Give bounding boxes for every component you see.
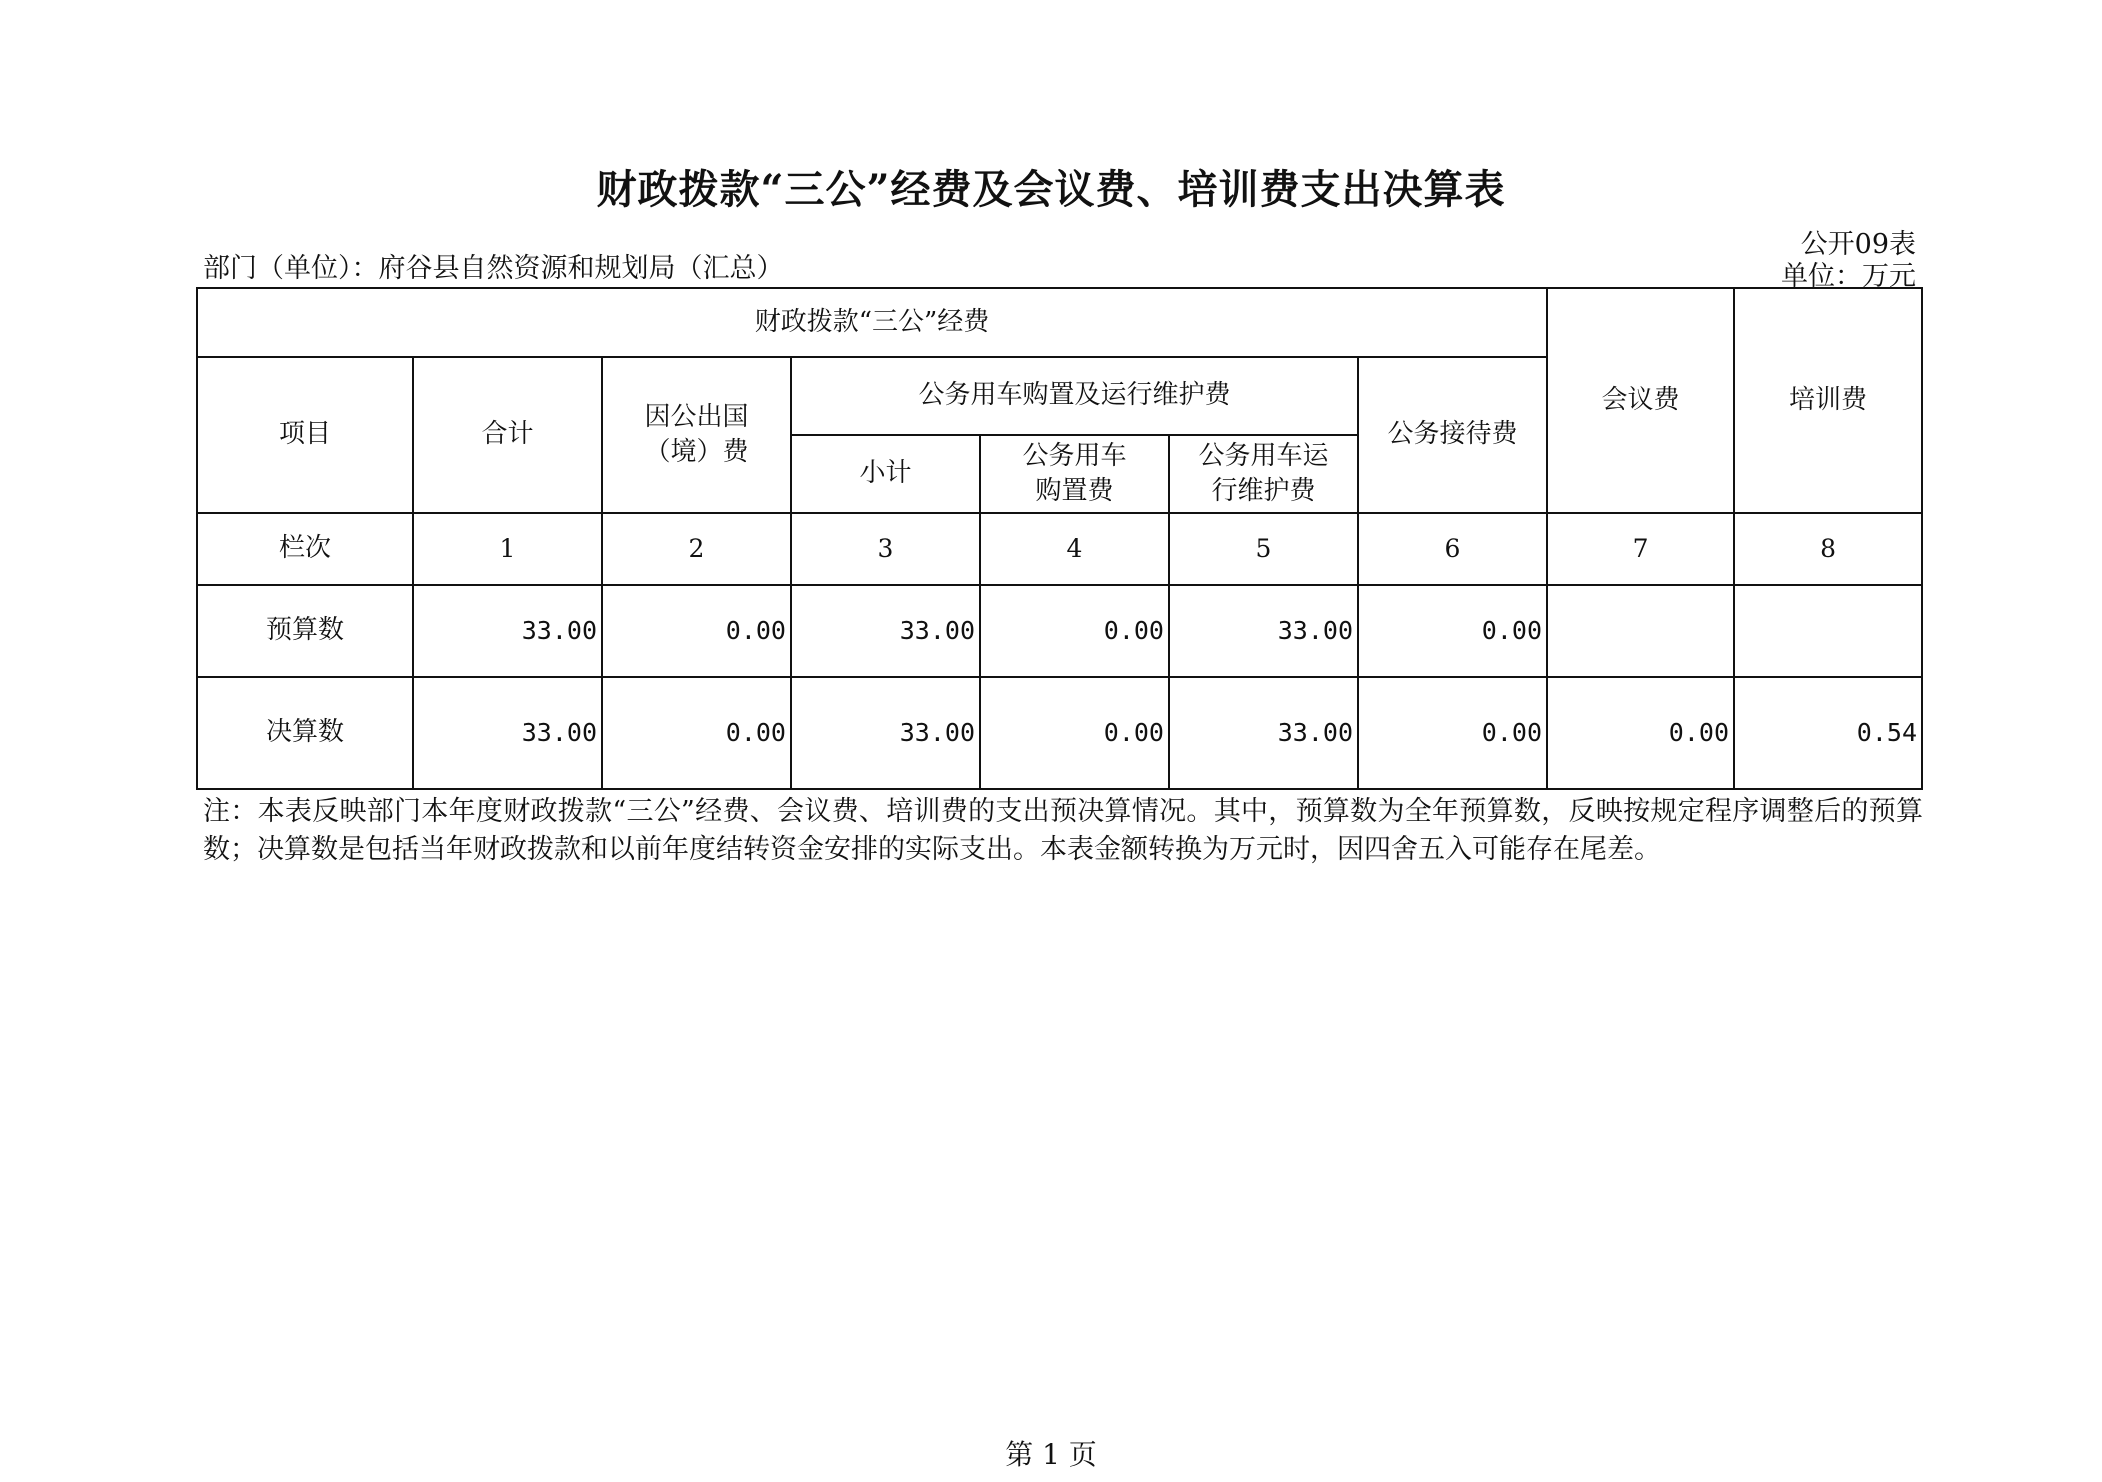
final-reception: 0.00 (1358, 677, 1547, 789)
form-number: 公开09表 (1800, 229, 1916, 260)
table-row-budget (197, 585, 1922, 677)
index-cell: 8 (1734, 513, 1922, 585)
budget-total: 33.00 (413, 585, 602, 677)
index-cell: 3 (791, 513, 980, 585)
row-label-budget: 预算数 (197, 585, 413, 677)
final-training: 0.54 (1734, 677, 1922, 789)
header-meeting: 会议费 (1547, 288, 1734, 513)
group-header-three-public: 财政拨款“三公”经费 (197, 288, 1547, 357)
budget-vehicle-purchase: 0.00 (980, 585, 1169, 677)
header-vehicle-subtotal: 小计 (791, 435, 980, 513)
header-abroad-label: 因公出国（境）费 (644, 401, 749, 467)
final-vehicle-purchase: 0.00 (980, 677, 1169, 789)
budget-reception: 0.00 (1358, 585, 1547, 677)
index-cell: 1 (413, 513, 602, 585)
header-vehicle-maintenance-label: 公务用车运行维护费 (1198, 440, 1329, 506)
budget-vehicle-maintenance: 33.00 (1169, 585, 1358, 677)
index-cell: 4 (980, 513, 1169, 585)
budget-vehicle-subtotal: 33.00 (791, 585, 980, 677)
budget-training (1734, 585, 1922, 677)
index-row (197, 513, 1922, 585)
index-cell: 6 (1358, 513, 1547, 585)
expenditure-table (196, 287, 1923, 790)
index-cell: 7 (1547, 513, 1734, 585)
header-vehicle-maintenance (1169, 435, 1358, 513)
index-cell: 2 (602, 513, 791, 585)
header-training: 培训费 (1734, 288, 1922, 513)
table-note: 注：本表反映部门本年度财政拨款“三公”经费、会议费、培训费的支出预决算情况。其中，预算数为全年预算数，反映按规定程序调整后的预算数；决算数是包括当年财政拨款和以前年度结转资金安排的实际支出。本表金额转换为万元时，因四舍五入可能存在尾差。 (203, 796, 1923, 865)
page-title: 财政拨款“三公”经费及会议费、培训费支出决算表 (596, 166, 1506, 213)
budget-abroad: 0.00 (602, 585, 791, 677)
header-item: 项目 (197, 357, 413, 513)
row-label-final: 决算数 (197, 677, 413, 789)
header-total: 合计 (413, 357, 602, 513)
page-number: 第 1 页 (1005, 1438, 1097, 1471)
final-abroad: 0.00 (602, 677, 791, 789)
table-row-final (197, 677, 1922, 789)
index-row-label: 栏次 (197, 513, 413, 585)
unit-label: 单位：万元 (1781, 261, 1916, 292)
final-total: 33.00 (413, 677, 602, 789)
final-meeting: 0.00 (1547, 677, 1734, 789)
final-vehicle-subtotal: 33.00 (791, 677, 980, 789)
header-vehicle-purchase-label: 公务用车购置费 (1022, 440, 1127, 506)
final-vehicle-maintenance: 33.00 (1169, 677, 1358, 789)
index-cell: 5 (1169, 513, 1358, 585)
header-vehicle-purchase (980, 435, 1169, 513)
header-vehicle-group: 公务用车购置及运行维护费 (791, 357, 1358, 435)
department-label: 部门（单位）：府谷县自然资源和规划局（汇总） (203, 253, 784, 284)
budget-meeting (1547, 585, 1734, 677)
header-reception: 公务接待费 (1358, 357, 1547, 513)
header-abroad (602, 357, 791, 513)
